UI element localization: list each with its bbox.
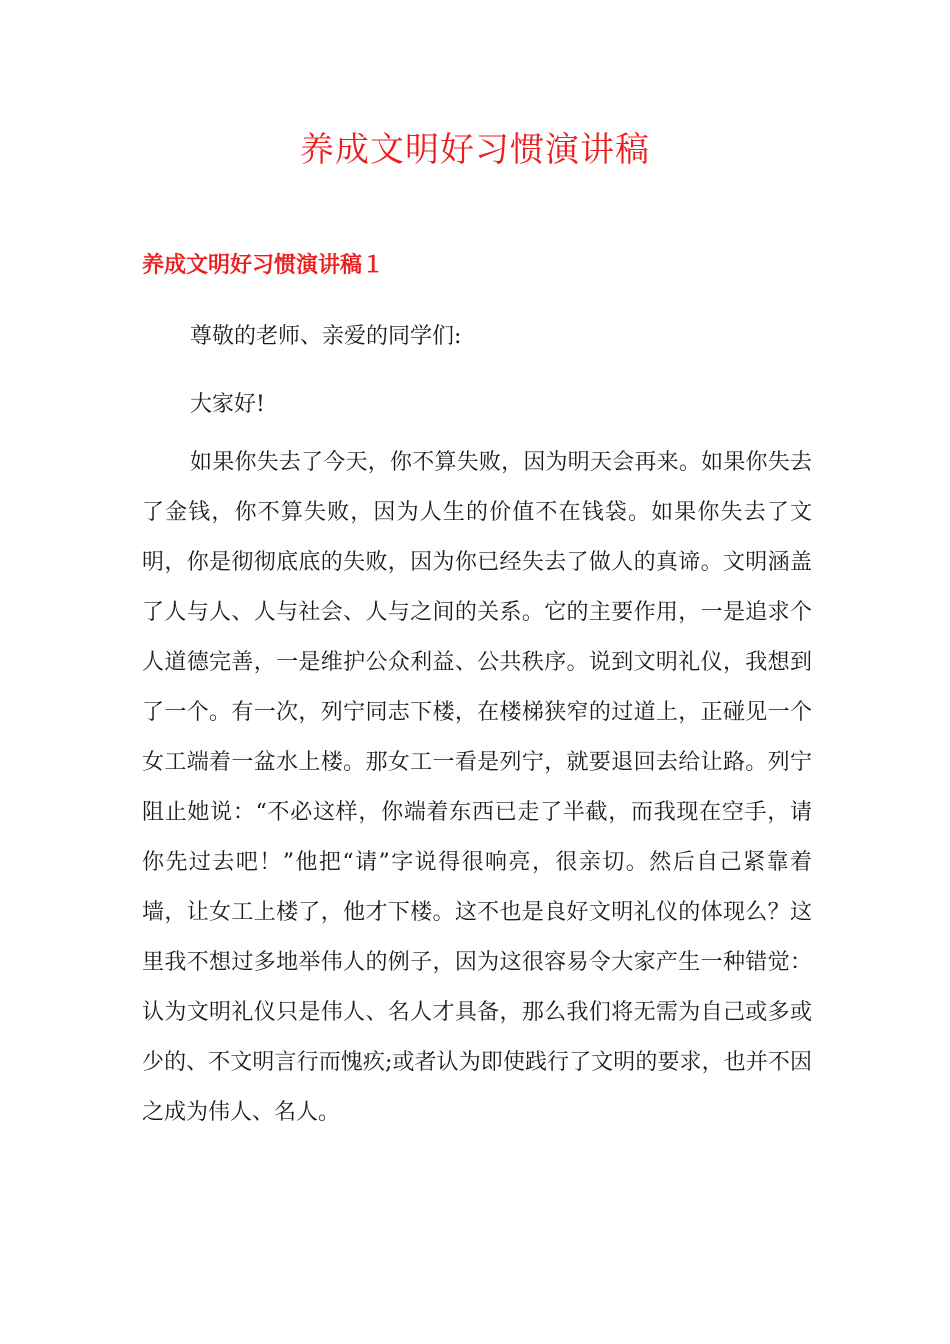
- section-heading: 养成文明好习惯演讲稿１: [142, 253, 385, 278]
- document-title: 养成文明好习惯演讲稿: [300, 130, 650, 170]
- salutation: 尊敬的老师、亲爱的同学们:: [190, 324, 462, 349]
- body-paragraph: 如果你失去了今天，你不算失败，因为明天会再来。如果你失去了金钱，你不算失败，因为人生的价值不在钱袋。如果你失去了文明，你是彻彻底底的失败，因为你已经失去了做人的真谛。文明涵盖了人与人、人与社会、人与之间的关系。它的主要作用，一是追求个人道德完善，一是维护公众利益、公共秩序。说到文明礼仪，我想到了一个。有一次，列宁同志下楼，在楼梯狭窄的过道上，正碰见一个女工端着一盆水上楼。那女工一看是列宁，就要退回去给让路。列宁阻止她说：“不必这样，你端着东西已走了半截，而我现在空手，请你先过去吧！”他把“请”字说得很响亮，很亲切。然后自己紧靠着墙，让女工上楼了，他才下楼。这不也是良好文明礼仪的体现么？这里我不想过多地举伟人的例子，因为这很容易令大家产生一种错觉：认为文明礼仪只是伟人、名人才具备，那么我们将无需为自己或多或少的、不文明言行而愧疚;或者认为即使践行了文明的要求，也并不因之成为伟人、名人。: [142, 450, 812, 1125]
- greeting: 大家好!: [190, 392, 265, 417]
